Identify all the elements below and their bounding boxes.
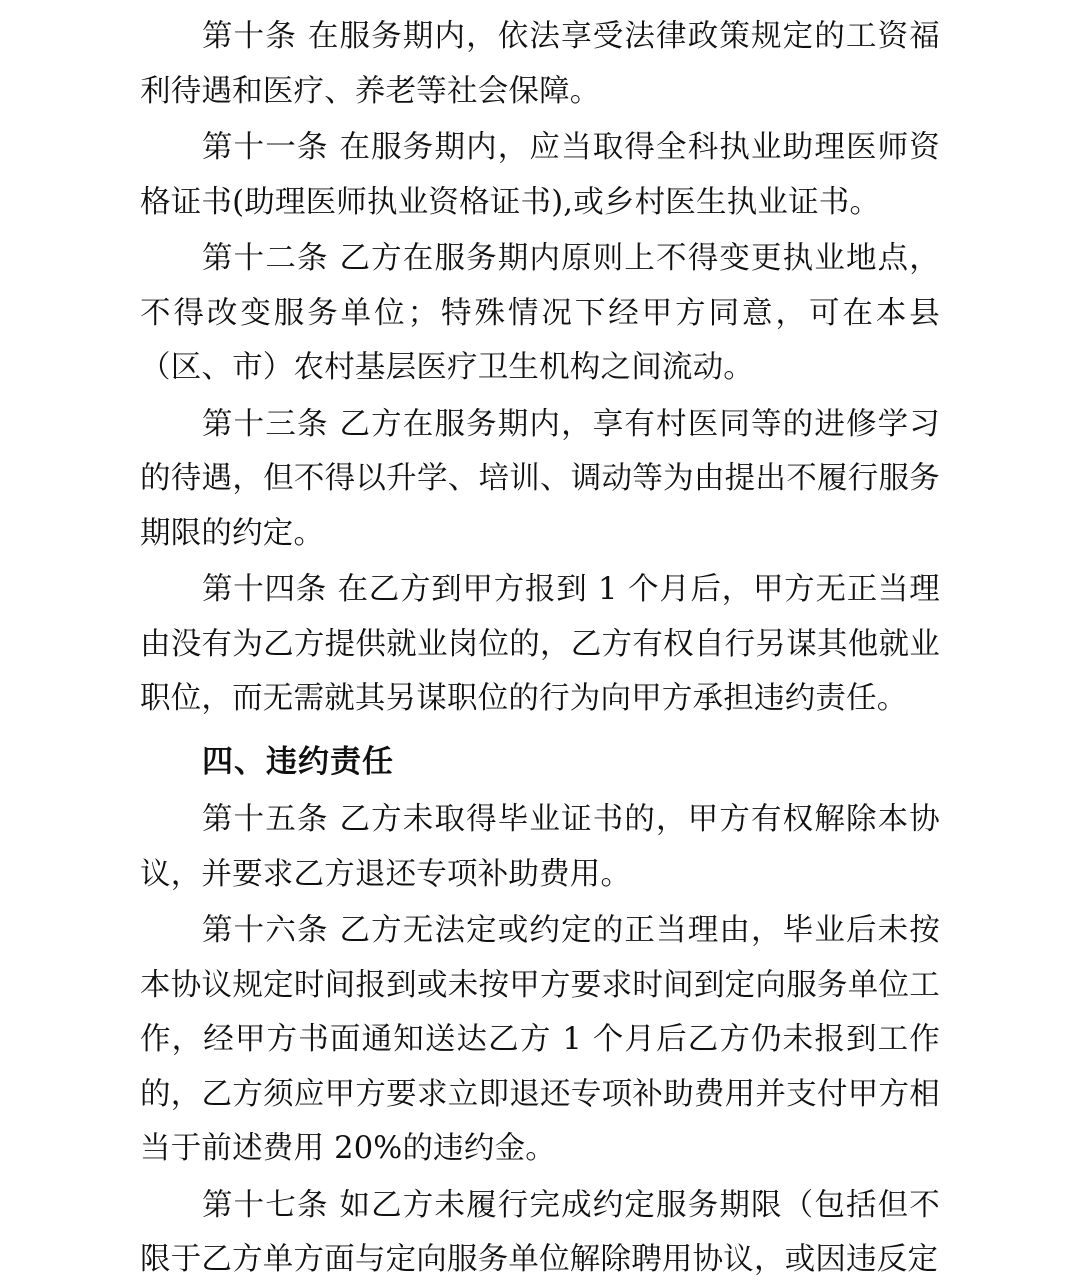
paragraph-article-14: 第十四条 在乙方到甲方报到 1 个月后，甲方无正当理由没有为乙方提供就业岗位的，乙方有权自行另谋其他就业职位，而无需就其另谋职位的行为向甲方承担违约责任。 xyxy=(140,572,940,716)
paragraph-article-11: 第十一条 在服务期内，应当取得全科执业助理医师资格证书(助理医师执业资格证书),或乡村医生执业证书。 xyxy=(140,130,940,220)
paragraph-article-10: 第十条 在服务期内，依法享受法律政策规定的工资福利待遇和医疗、养老等社会保障。 xyxy=(140,19,940,109)
paragraph-article-12: 第十二条 乙方在服务期内原则上不得变更执业地点，不得改变服务单位；特殊情况下经甲方同意，可在本县（区、市）农村基层医疗卫生机构之间流动。 xyxy=(140,241,940,385)
paragraph-article-16: 第十六条 乙方无法定或约定的正当理由，毕业后未按本协议规定时间报到或未按甲方要求时间到定向服务单位工作，经甲方书面通知送达乙方 1 个月后乙方仍未报到工作的，乙方须应甲方要求立即退还专项补助费用并支付甲方相当于前述费用 20%的违约金。 xyxy=(140,913,940,1166)
section-heading-liability: 四、违约责任 xyxy=(202,743,394,780)
paragraph-article-15: 第十五条 乙方未取得毕业证书的，甲方有权解除本协议，并要求乙方退还专项补助费用。 xyxy=(140,802,940,892)
paragraph-article-17: 第十七条 如乙方未履行完成约定服务期限（包括但不限于乙方单方面与定向服务单位解除聘用协议，或因违反定 xyxy=(140,1187,940,1277)
paragraph-article-13: 第十三条 乙方在服务期内，享有村医同等的进修学习的待遇，但不得以升学、培训、调动等为由提出不履行服务期限的约定。 xyxy=(140,406,940,551)
